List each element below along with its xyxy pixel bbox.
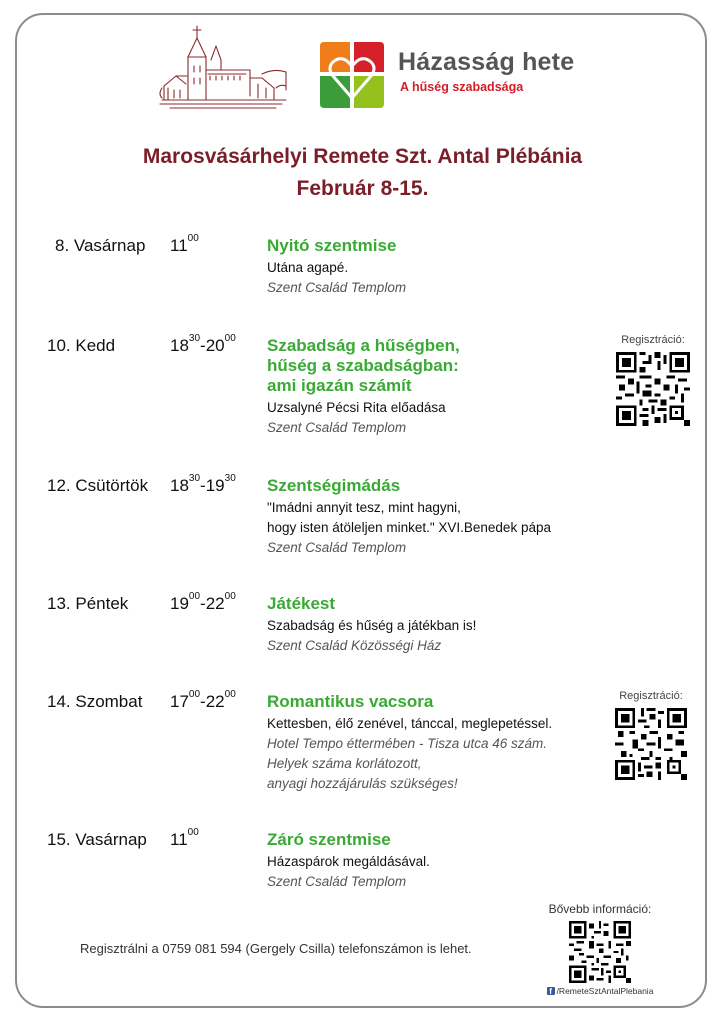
event-description: "Imádni annyit tesz, mint hagyni, — [267, 500, 461, 515]
event-note: anyagi hozzájárulás szükséges! — [267, 776, 458, 791]
event-title: Romantikus vacsora — [267, 692, 434, 711]
event-description: Szabadság és hűség a játékban is! — [267, 618, 477, 633]
event-time: $11^{00}$ — [170, 827, 199, 849]
event-day: 15. Vasárnap — [47, 830, 147, 849]
event-time: $11^{00}$ — [170, 233, 199, 255]
event-details — [267, 594, 612, 656]
event-time: $18^{30}-20^{00}$ — [170, 333, 236, 355]
event-day: 8. Vasárnap — [55, 236, 146, 255]
event-time: $17^{00}-22^{00}$ — [170, 689, 236, 711]
event-day: 10. Kedd — [47, 336, 116, 355]
facebook-link[interactable] — [525, 986, 675, 996]
event-title: Szabadság a hűségben, — [267, 336, 460, 355]
hazassag-hete-logo — [320, 42, 384, 108]
event-title: Nyitó szentmise — [267, 236, 397, 255]
event-title: Játékest — [267, 594, 336, 613]
page-title: Marosvásárhelyi Remete Szt. Antal Plébánia — [142, 145, 583, 168]
facebook-handle[interactable]: /RemeteSztAntalPlebania — [556, 986, 654, 996]
event-day: 14. Szombat — [47, 692, 143, 711]
event-title: Szentségimádás — [267, 476, 401, 495]
church-logo — [158, 24, 290, 110]
event-details — [267, 236, 612, 298]
event-location: Szent Család Templom — [267, 420, 407, 435]
event-details — [267, 336, 612, 438]
registration-label: Regisztráció: — [619, 690, 683, 702]
more-info-box — [525, 902, 675, 996]
event-title: ami igazán számít — [267, 376, 412, 395]
event-location: Szent Család Közösségi Ház — [267, 638, 442, 653]
event-day: 12. Csütörtök — [47, 476, 149, 495]
event-location: Szent Család Templom — [267, 540, 407, 555]
event-details — [267, 476, 612, 558]
brand-subtitle: A hűség szabadsága — [400, 80, 524, 94]
event-title: Záró szentmise — [267, 830, 391, 849]
qr-code-icon[interactable] — [615, 708, 687, 780]
brand-title: Házasság hete — [398, 48, 575, 76]
event-time: $19^{00}-22^{00}$ — [170, 591, 236, 613]
event-description: hogy isten átöleljen minket." XVI.Benedek pápa — [267, 520, 551, 535]
event-description: Kettesben, élő zenével, tánccal, meglepetéssel. — [267, 716, 553, 731]
registration-box — [608, 334, 698, 426]
event-description: Uzsalyné Pécsi Rita előadása — [267, 400, 446, 415]
event-description: Utána agapé. — [267, 260, 349, 275]
event-location: Szent Család Templom — [267, 874, 407, 889]
more-info-label: Bővebb információ: — [548, 902, 652, 916]
qr-code-icon[interactable] — [569, 921, 631, 983]
event-description: Házaspárok megáldásával. — [267, 854, 430, 869]
phone-registration-note: Regisztrálni a 0759 081 594 (Gergely Csilla) telefonszámon is lehet. — [80, 941, 472, 956]
event-time: $18^{30}-19^{30}$ — [170, 473, 236, 495]
registration-box — [606, 690, 696, 780]
event-details — [267, 692, 612, 794]
page-dates: Február 8-15. — [296, 177, 429, 200]
event-note: Helyek száma korlátozott, — [267, 756, 422, 771]
event-details — [267, 830, 612, 892]
event-location: Hotel Tempo éttermében - Tisza utca 46 szám. — [267, 736, 548, 751]
facebook-icon: f — [547, 987, 555, 995]
event-title: hűség a szabadságban: — [267, 356, 459, 375]
event-day: 13. Péntek — [47, 594, 129, 613]
event-location: Szent Család Templom — [267, 280, 407, 295]
registration-label: Regisztráció: — [621, 334, 685, 346]
qr-code-icon[interactable] — [616, 352, 690, 426]
